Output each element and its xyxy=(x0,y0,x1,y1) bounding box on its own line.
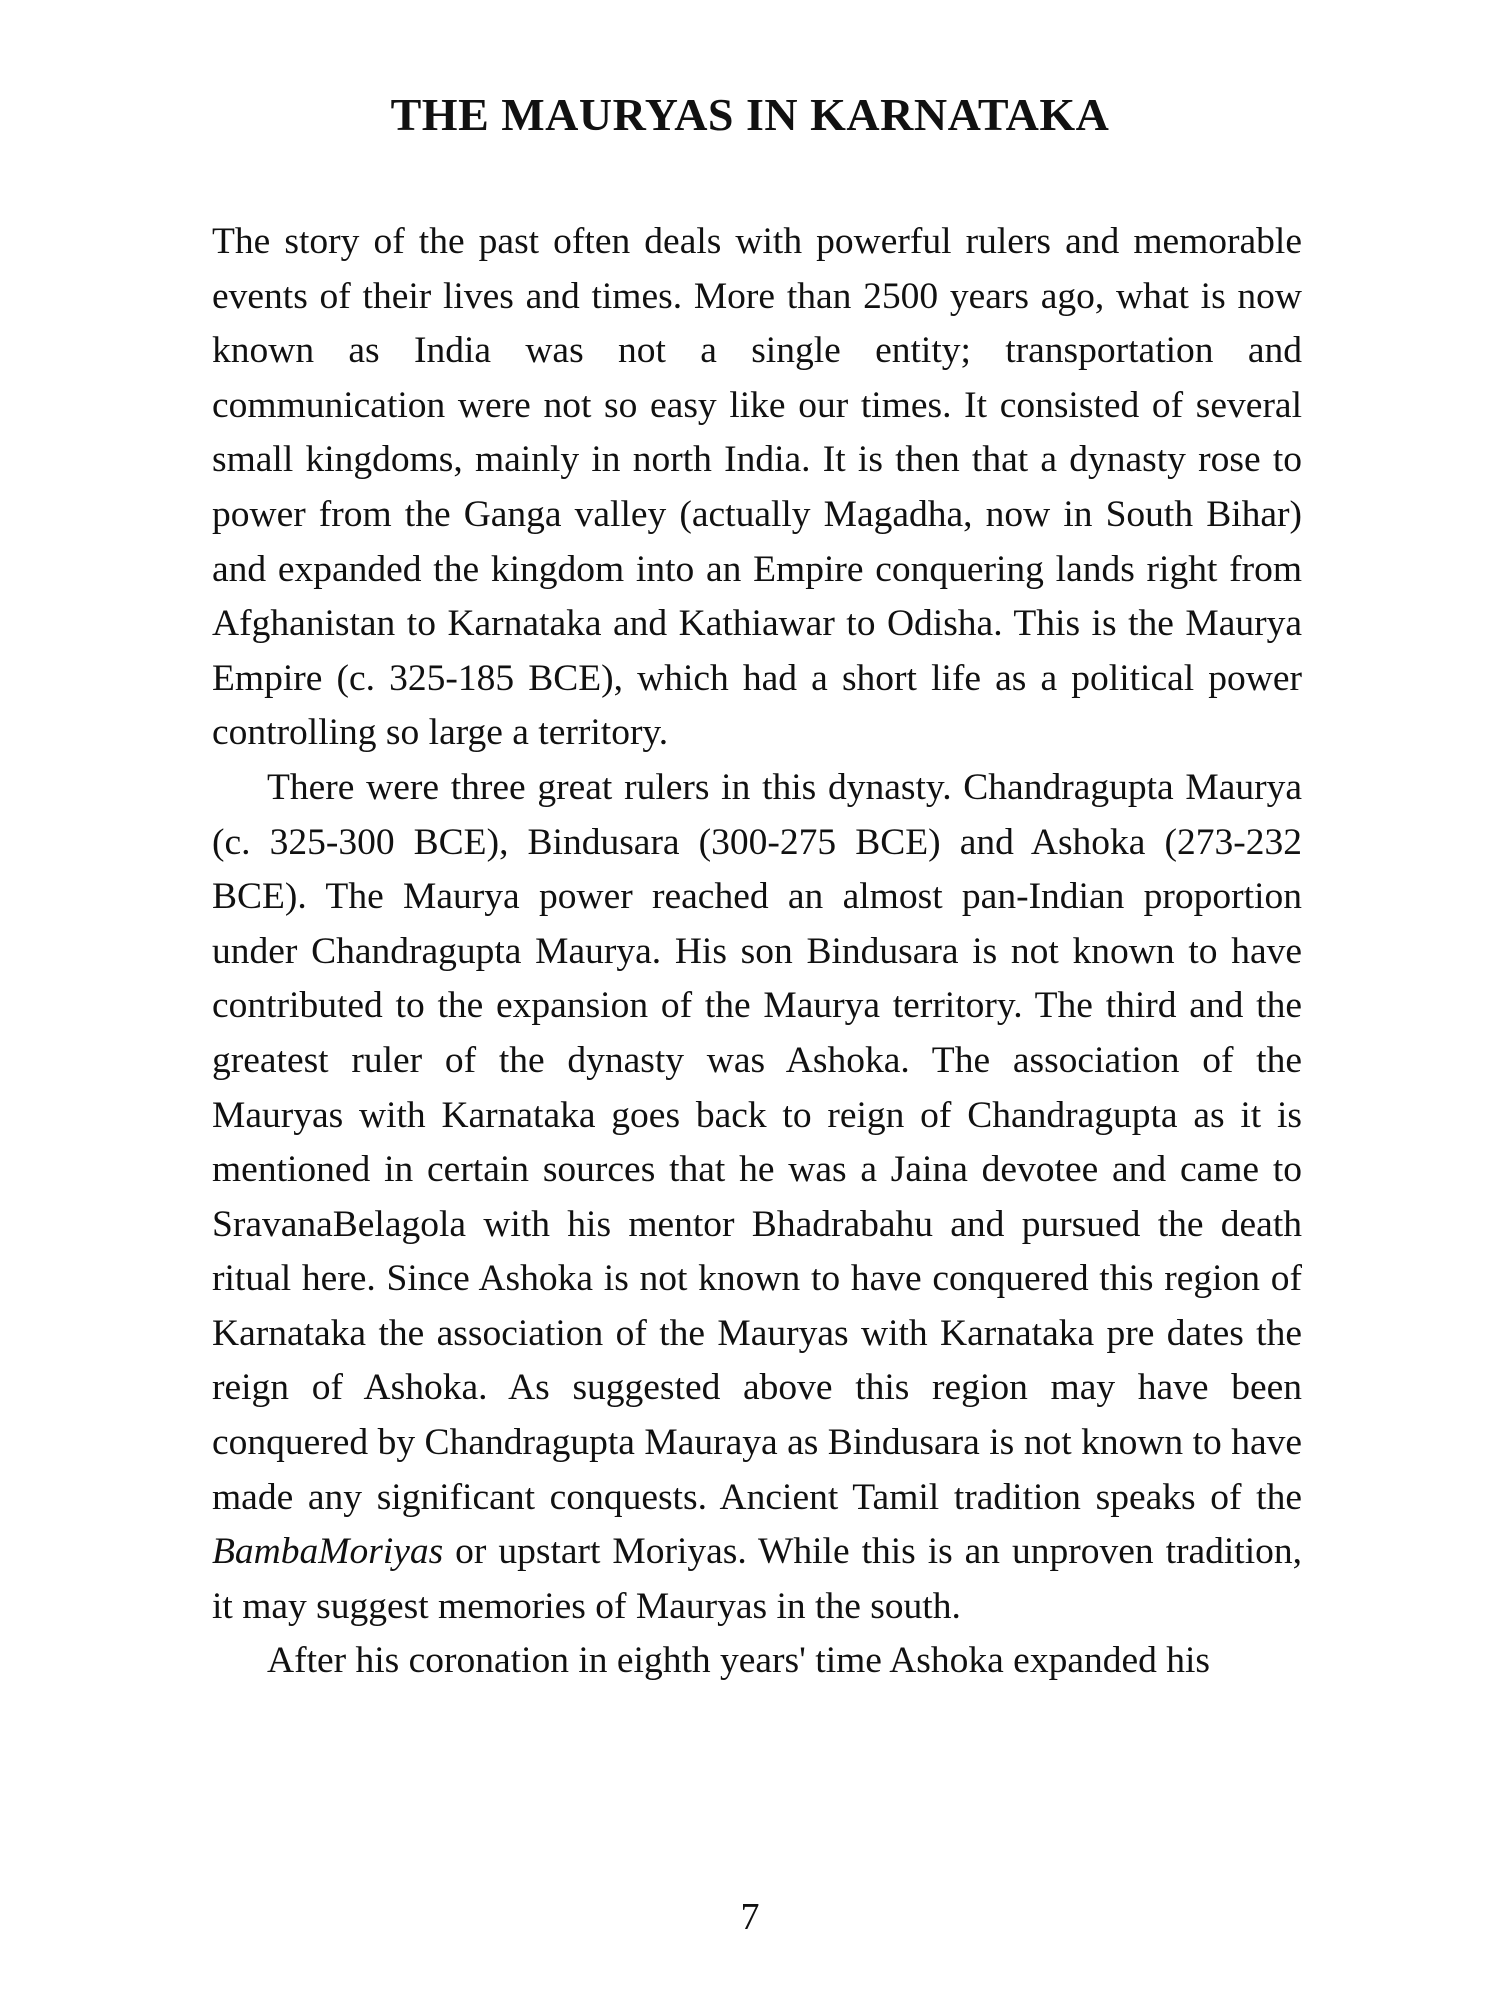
paragraph-3: After his coronation in eighth years' time Ashoka expanded his xyxy=(267,1640,1210,1682)
paragraph-2-text-end: or upstart Moriyas. While this is an unproven tradition, it may suggest memories of Mauryas in the south. xyxy=(212,1531,1302,1627)
italic-term: BambaMoriyas xyxy=(212,1531,444,1573)
chapter-title: THE MAURYAS IN KARNATAKA xyxy=(390,89,1110,140)
paragraph-2-text-start: There were three great rulers in this dynasty. Chandragupta Maurya (c. 325-300 BCE), Bindusara (300-275 BCE) and Ashoka (273-232 BCE). The Maurya power reached an almost pan-Indian proportion under Chandragupta Maurya. His son Bindusara is not known to have contributed to the expansion of the Maurya territory. The third and the greatest ruler of the dynasty was Ashoka. The association of the Mauryas with Karnataka goes back to reign of Chandragupta as it is mentioned in certain sources that he was a Jaina devotee and came to SravanaBelagola with his mentor Bhadrabahu and pursued the death ritual here. Since Ashoka is not known to have conquered this region of Karnataka the association of the Mauryas with Karnataka pre dates the reign of Ashoka. As suggested above this region may have been conquered by Chandragupta Mauraya as Bindusara is not known to have made any significant conquests. Ancient Tamil tradition speaks of the xyxy=(212,766,1302,1518)
paragraph-2 xyxy=(212,761,1302,1635)
chapter-body xyxy=(212,215,1302,1689)
page-number: 7 xyxy=(740,1896,760,1938)
paragraph-1: The story of the past often deals with powerful rulers and memorable events of their lives and times. More than 2500 years ago, what is now known as India was not a single entity; transportation and communication were not so easy like our times. It consisted of several small kingdoms, mainly in north India. It is then that a dynasty rose to power from the Ganga valley (actually Magadha, now in South Bihar) and expanded the kingdom into an Empire conquering lands right from Afghanistan to Karnataka and Kathiawar to Odisha. This is the Maurya Empire (c. 325-185 BCE), which had a short life as a political power controlling so large a territory. xyxy=(212,221,1302,754)
